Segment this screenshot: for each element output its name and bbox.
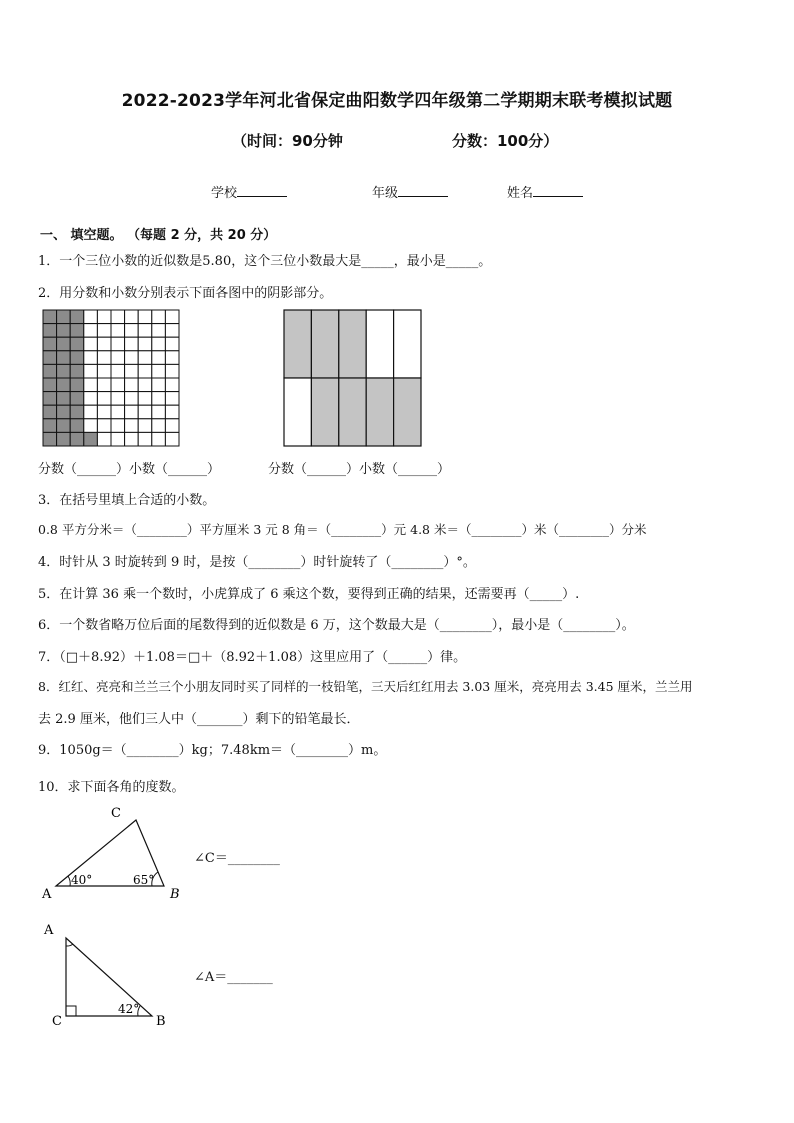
- grid-cell-shaded: [57, 337, 71, 351]
- grid-cell: [138, 324, 152, 338]
- bar-cell-shaded: [366, 378, 393, 446]
- grid-cell-shaded: [70, 351, 84, 365]
- question-6: 6．一个数省略万位后面的尾数得到的近似数是 6 万，这个数最大是（________），最小是（________）。: [38, 618, 635, 633]
- grid-cell: [165, 324, 179, 338]
- angle-a-arc: [66, 944, 73, 946]
- grid-cell: [97, 378, 111, 392]
- grid-cell-shaded: [70, 432, 84, 446]
- grid-cell: [125, 405, 139, 419]
- question-7: 7．（□＋8.92）＋1.08＝□＋（8.92＋1.08）这里应用了（______）律。: [38, 650, 467, 665]
- section-title: 一、 填空题。 （每题 2 分，共 20 分）: [40, 228, 277, 243]
- grid-cell: [97, 405, 111, 419]
- grid-cell-shaded: [70, 405, 84, 419]
- triangle-1-angle-a: 40°: [71, 873, 93, 887]
- grid-cell: [97, 419, 111, 433]
- grid-cell: [165, 310, 179, 324]
- bar-cell-shaded: [339, 310, 366, 378]
- triangle-1-vertex-c: C: [111, 806, 121, 821]
- hundred-grid-figure: [42, 309, 182, 449]
- grid-cell: [138, 337, 152, 351]
- grid-cell: [165, 378, 179, 392]
- grid-cell: [125, 351, 139, 365]
- grid-cell: [125, 337, 139, 351]
- grid-cell-shaded: [70, 378, 84, 392]
- grid-cell: [84, 364, 98, 378]
- grid-cell-shaded: [43, 405, 57, 419]
- grid-cell-shaded: [70, 364, 84, 378]
- grid-cell: [111, 392, 125, 406]
- triangle-2-figure: [40, 918, 180, 1033]
- grid-cell: [84, 378, 98, 392]
- triangle-2-vertex-a: A: [44, 923, 54, 938]
- right-angle-mark: [66, 1006, 76, 1016]
- bar-cell: [394, 310, 421, 378]
- question-2: 2．用分数和小数分别表示下面各图中的阴影部分。: [38, 286, 333, 301]
- grid-cell: [138, 378, 152, 392]
- grid-cell-shaded: [43, 351, 57, 365]
- grid-cell: [97, 392, 111, 406]
- q2-answer-2: 分数（______）小数（______）: [268, 462, 451, 477]
- grid-cell-shaded: [57, 432, 71, 446]
- grid-cell: [152, 432, 166, 446]
- triangle-2-answer: ∠A＝_______: [194, 970, 273, 985]
- grid-cell: [152, 310, 166, 324]
- grid-cell-shaded: [43, 378, 57, 392]
- grid-cell: [84, 405, 98, 419]
- grid-cell: [84, 310, 98, 324]
- grid-cell: [125, 324, 139, 338]
- grid-cell: [125, 432, 139, 446]
- grid-cell: [111, 419, 125, 433]
- question-5: 5．在计算 36 乘一个数时，小虎算成了 6 乘这个数，要得到正确的结果，还需要再（_____）.: [38, 587, 580, 602]
- grid-cell: [125, 378, 139, 392]
- page-title: 2022-2023学年河北省保定曲阳数学四年级第二学期期末联考模拟试题: [121, 91, 673, 111]
- grid-cell: [152, 364, 166, 378]
- grid-cell-shaded: [57, 405, 71, 419]
- grid-cell: [125, 392, 139, 406]
- grid-cell: [165, 392, 179, 406]
- grid-cell: [111, 351, 125, 365]
- grid-cell-shaded: [70, 324, 84, 338]
- grid-cell: [111, 337, 125, 351]
- grid-cell-shaded: [57, 378, 71, 392]
- triangle-1-answer: ∠C＝________: [194, 851, 280, 866]
- grid-cell: [138, 364, 152, 378]
- grid-cell: [125, 419, 139, 433]
- grid-cell: [84, 337, 98, 351]
- bar-fraction-figure: [283, 309, 423, 449]
- triangle-2-angle-b: 42°: [118, 1002, 140, 1016]
- grid-cell-shaded: [84, 432, 98, 446]
- question-8-line-2: 去 2.9 厘米，他们三人中（_______）剩下的铅笔最长．: [38, 712, 360, 727]
- grid-cell-shaded: [57, 351, 71, 365]
- bar-cell-shaded: [311, 310, 338, 378]
- grid-cell: [152, 378, 166, 392]
- grid-cell: [97, 337, 111, 351]
- question-3: 3．在括号里填上合适的小数。: [38, 493, 216, 508]
- grid-cell: [138, 419, 152, 433]
- grid-cell: [111, 364, 125, 378]
- exam-score: 分数：100分）: [452, 132, 559, 150]
- grid-cell-shaded: [43, 324, 57, 338]
- grid-cell: [138, 310, 152, 324]
- triangle-1-vertex-b: B: [170, 887, 180, 902]
- grid-cell: [165, 351, 179, 365]
- bar-cell: [366, 310, 393, 378]
- grid-cell-shaded: [57, 310, 71, 324]
- question-9: 9．1050g＝（________）kg；7.48km＝（________）m。: [38, 743, 387, 758]
- grid-cell: [152, 337, 166, 351]
- question-3-items: 0.8 平方分米＝（________）平方厘米 3 元 8 角＝（________）元 4.8 米＝（________）米（________）分米: [38, 522, 647, 537]
- grid-cell: [97, 351, 111, 365]
- grid-cell: [138, 392, 152, 406]
- grid-cell: [111, 324, 125, 338]
- grid-cell: [97, 324, 111, 338]
- triangle-1-figure: [36, 800, 196, 905]
- grid-cell: [84, 419, 98, 433]
- grid-cell: [111, 432, 125, 446]
- grid-cell-shaded: [43, 364, 57, 378]
- name-field[interactable]: [507, 182, 583, 201]
- grade-label: 年级: [372, 186, 399, 201]
- grid-cell: [84, 351, 98, 365]
- grid-cell-shaded: [43, 432, 57, 446]
- grid-cell: [138, 405, 152, 419]
- grid-cell: [165, 405, 179, 419]
- question-8-line-1: 8．红红、亮亮和兰兰三个小朋友同时买了同样的一枝铅笔，三天后红红用去 3.03 厘米，亮亮用去 3.45 厘米，兰兰用: [38, 679, 693, 694]
- grid-cell-shaded: [43, 310, 57, 324]
- triangle-2-vertex-b: B: [156, 1014, 166, 1029]
- question-10: 10．求下面各角的度数。: [38, 780, 185, 795]
- grid-cell-shaded: [43, 392, 57, 406]
- school-label: 学校: [211, 186, 238, 201]
- exam-time: （时间：90分钟: [232, 132, 343, 150]
- grid-cell: [111, 310, 125, 324]
- bar-cell: [284, 378, 311, 446]
- grid-cell: [111, 405, 125, 419]
- grid-cell-shaded: [70, 337, 84, 351]
- grid-cell: [152, 324, 166, 338]
- grid-cell: [84, 392, 98, 406]
- grid-cell-shaded: [57, 419, 71, 433]
- grid-cell: [165, 337, 179, 351]
- grid-cell-shaded: [43, 419, 57, 433]
- grid-cell: [152, 351, 166, 365]
- grid-cell: [84, 324, 98, 338]
- school-field[interactable]: [211, 182, 287, 201]
- grid-cell: [152, 392, 166, 406]
- grid-cell: [165, 419, 179, 433]
- grid-cell: [125, 310, 139, 324]
- bar-cell-shaded: [339, 378, 366, 446]
- grid-cell: [165, 432, 179, 446]
- grid-cell-shaded: [70, 419, 84, 433]
- grid-cell: [97, 364, 111, 378]
- grid-cell: [138, 351, 152, 365]
- angle-a-arc: [68, 876, 70, 886]
- triangle-1-vertex-a: A: [42, 887, 52, 902]
- grid-cell: [111, 378, 125, 392]
- grid-cell: [152, 405, 166, 419]
- name-label: 姓名: [507, 186, 534, 201]
- grid-cell-shaded: [70, 310, 84, 324]
- q2-answer-1: 分数（______）小数（______）: [38, 462, 221, 477]
- triangle-2-vertex-c: C: [52, 1014, 62, 1029]
- grid-cell-shaded: [70, 392, 84, 406]
- grid-cell: [97, 432, 111, 446]
- grid-cell-shaded: [43, 337, 57, 351]
- triangle-1-angle-b: 65°: [133, 873, 155, 887]
- grid-cell: [97, 310, 111, 324]
- grid-cell: [125, 364, 139, 378]
- grid-cell-shaded: [57, 364, 71, 378]
- grade-field[interactable]: [372, 182, 448, 201]
- bar-cell-shaded: [284, 310, 311, 378]
- bar-cell-shaded: [394, 378, 421, 446]
- grid-cell-shaded: [57, 324, 71, 338]
- question-4: 4．时针从 3 时旋转到 9 时，是按（________）时针旋转了（________）°。: [38, 555, 476, 570]
- question-1: 1．一个三位小数的近似数是5.80，这个三位小数最大是_____，最小是_____。: [38, 254, 492, 269]
- grid-cell: [138, 432, 152, 446]
- grid-cell: [152, 419, 166, 433]
- bar-cell-shaded: [311, 378, 338, 446]
- grid-cell: [165, 364, 179, 378]
- grid-cell-shaded: [57, 392, 71, 406]
